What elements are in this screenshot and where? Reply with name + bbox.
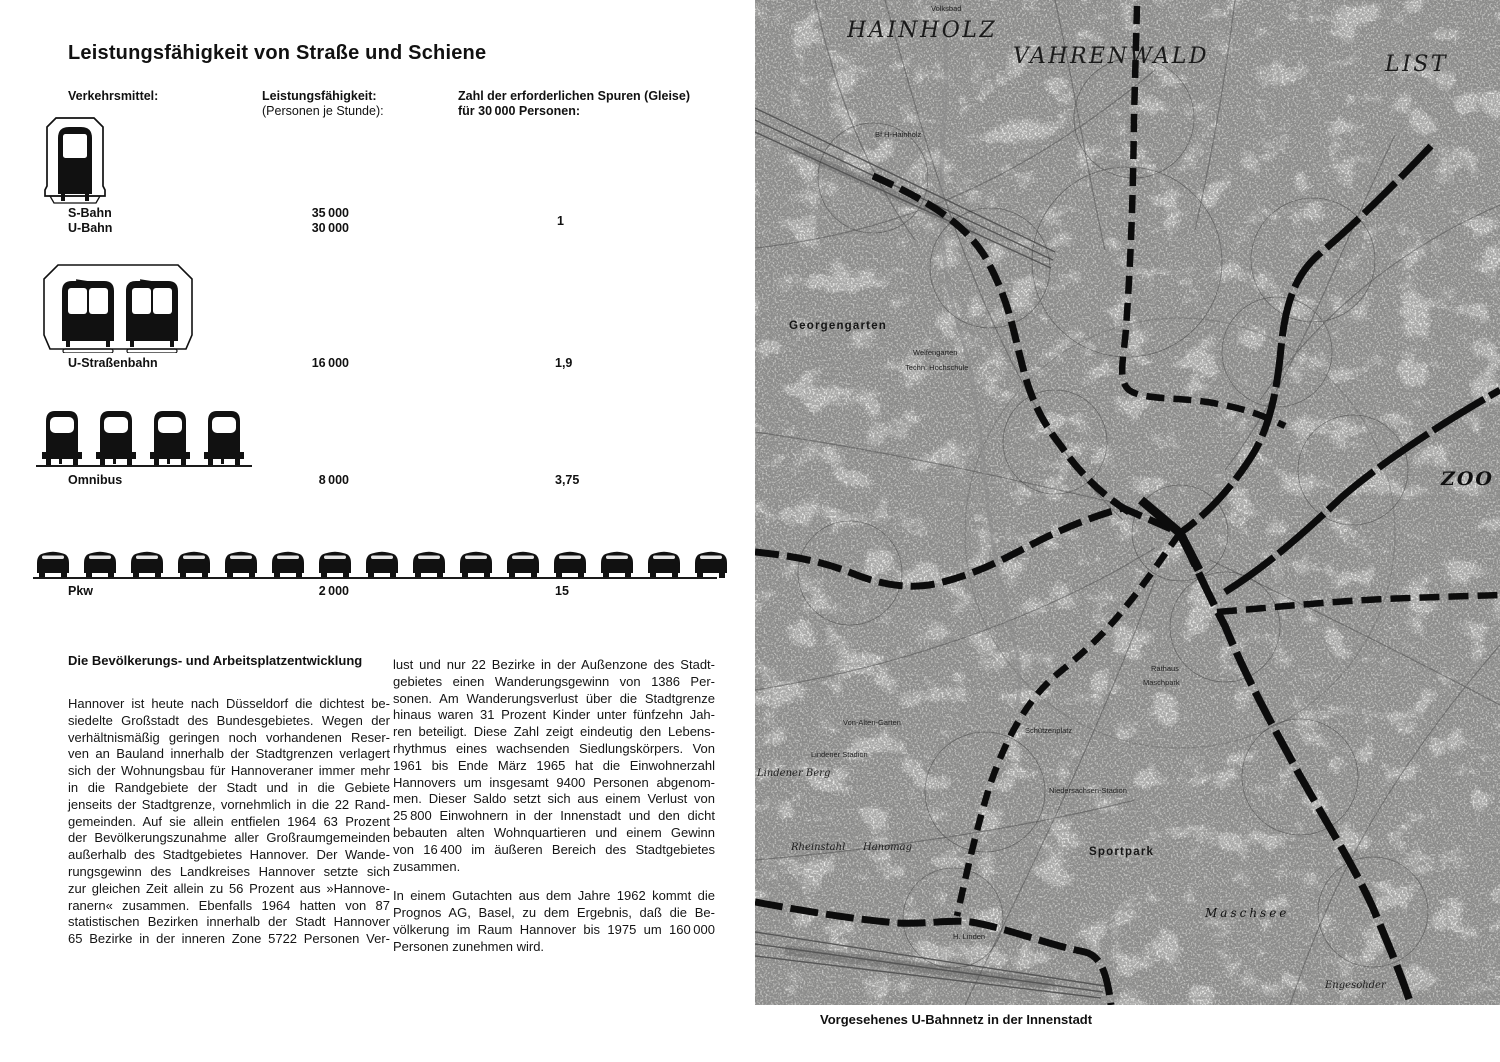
map-label: Bf H-Hainholz	[875, 130, 922, 139]
text-line: ren beteiligt. Diese Zahl zeigt eindeutig den Lebens-	[393, 724, 715, 740]
text-line: lust und nur 22 Bezirke in der Außenzone des Stadt-	[393, 657, 715, 672]
map-label: Engesohder	[1325, 980, 1386, 991]
map-label: Rathaus	[1151, 664, 1179, 673]
text-line: rhythmus eines wachsenden Siedlungskörpers. Von	[393, 740, 715, 756]
text-line: hinaus waren 31 Prozent Kinder unter fünfzehn Jah-	[393, 707, 715, 723]
pkw-car-icon	[410, 548, 449, 579]
map-label: Techn. Hochschule	[905, 363, 969, 372]
tracks-value: 1	[557, 214, 564, 228]
pkw-fleet	[34, 548, 739, 579]
tracks-value: 1,9	[555, 356, 573, 370]
text-line: 1961 bis Ende März 1965 hat die Einwohnerzahl	[393, 757, 715, 773]
map-label: Rheinstahl	[791, 842, 846, 853]
text-line: außerhalb des Stadtgebietes Hannover. Der Wande-	[68, 847, 390, 863]
map-label: Sportpark	[1089, 846, 1155, 858]
map-label: HAINHOLZ	[847, 18, 998, 43]
header-subtext: (Personen je Stunde):	[262, 103, 384, 118]
map-label: Lindener Berg	[757, 768, 831, 779]
ground-line	[36, 465, 252, 467]
paragraph	[393, 657, 715, 875]
omnibus-icon	[92, 408, 140, 466]
text-line: Hannover ist heute nach Düsseldorf die dichtest be-	[68, 696, 390, 711]
text-line: ven an Bauland innerhalb der Stadtgrenzen verlagert	[68, 746, 390, 762]
pkw-car-icon	[269, 548, 308, 579]
article-heading: Die Bevölkerungs- und Arbeitsplatzentwicklung	[68, 653, 363, 668]
row-label-strassenbahn: U-Straßenbahn	[68, 356, 158, 370]
tracks-value: 15	[555, 584, 569, 598]
article-column-1	[68, 696, 390, 948]
text-line: gemeinden. Auf sie allein entfielen 1964 63 Prozent	[68, 813, 390, 829]
map-label: LIST	[1385, 52, 1449, 77]
text-line: Hannovers um insgesamt 9400 Personen abgenom-	[393, 774, 715, 790]
capacity-values	[269, 206, 349, 236]
map-caption: Vorgesehenes U-Bahnnetz in der Innenstadt	[820, 1012, 1093, 1027]
map-label: Hanomag	[863, 842, 912, 853]
vehicle-label: S-Bahn	[68, 206, 112, 220]
column-header-spuren	[458, 89, 690, 118]
vehicle-label: U-Bahn	[68, 221, 113, 235]
text-line: der Bevölkerungszunahme aller Großraumgemeinden	[68, 830, 390, 846]
capacity-value: 2 000	[318, 584, 349, 598]
text-line: zur gleichen Zeit allein zu 56 Prozent aus »Hannove-	[68, 880, 390, 896]
map-labels	[755, 0, 1500, 1005]
text-line: Prognos AG, Basel, zu dem Ergebnis, daß die Be-	[393, 905, 715, 921]
text-line: sich der Wohnungsbau für Hannoveraner immer mehr	[68, 763, 390, 779]
u-strassenbahn-icon	[42, 263, 194, 353]
pkw-car-icon	[457, 548, 496, 579]
header-text: für 30 000 Personen:	[458, 103, 580, 118]
ground-line	[33, 577, 717, 579]
map-label: Von-Alten-Garten	[843, 718, 901, 727]
row-label-omnibus: Omnibus	[68, 473, 123, 487]
map-label: Welfengarten	[913, 348, 958, 357]
text-line: gebietes einen Wanderungsgewinn von 1386 Per-	[393, 673, 715, 689]
omnibus-icon	[146, 408, 194, 466]
text-line: Personen zunehmen wird.	[393, 938, 545, 954]
header-text: Verkehrsmittel:	[68, 89, 159, 103]
text-line: In einem Gutachten aus dem Jahre 1962 kommt die	[393, 888, 715, 904]
capacity-value: 30 000	[311, 221, 349, 235]
text-line: völkerung im Raum Hannover bis 1975 um 160 000	[393, 921, 715, 937]
text-line: in die Randgebiete der Stadt und in die Gebiete	[68, 779, 390, 795]
header-text: Zahl der erforderlichen Spuren (Gleise)	[458, 89, 691, 103]
pkw-car-icon	[363, 548, 402, 579]
capacity-value: 16 000	[311, 356, 349, 370]
omnibus-fleet	[38, 408, 254, 466]
pkw-car-icon	[504, 548, 543, 579]
row-label-sbahn-ubahn	[68, 206, 112, 236]
paragraph	[393, 888, 715, 955]
pkw-car-icon	[598, 548, 637, 579]
text-line: siedelte Großstadt des Bundesgebietes. Wegen der	[68, 712, 390, 728]
pkw-car-icon	[692, 548, 731, 579]
text-line: bebauten alten Wohnquartieren und einem Gewinn	[393, 824, 715, 840]
map-label: Schützenplatz	[1025, 726, 1073, 735]
text-line: statistischen Bezirken innerhalb der Stadt Hannover	[68, 914, 390, 930]
text-line: rungsgewinn des Landkreises Hannover setzte sich	[68, 863, 390, 879]
map-label: Niedersachsen-Stadion	[1049, 786, 1127, 795]
header-text: Leistungsfähigkeit:	[262, 89, 377, 103]
text-line: 25 800 Einwohnern in der Innenstadt und den dicht	[393, 808, 715, 824]
article-column-2	[393, 657, 715, 956]
capacity-value: 8 000	[318, 473, 349, 487]
text-line: sonen. Am Wanderungsverlust über die Stadtgrenze	[393, 690, 715, 706]
text-line: jenseits der Stadtgrenze, vornehmlich in die 22 Rand-	[68, 796, 390, 812]
map-label: H. Linden	[953, 932, 986, 941]
pkw-car-icon	[645, 548, 684, 579]
map-label: ZOO	[1441, 468, 1494, 490]
text-line: men. Dieser Saldo setzt sich aus einem Verlust von	[393, 791, 715, 807]
capacity-value: 35 000	[311, 206, 349, 220]
page-title: Leistungsfähigkeit von Straße und Schiene	[68, 42, 487, 64]
map-label: VAHRENWALD	[1013, 44, 1209, 69]
omnibus-icon	[38, 408, 86, 466]
map-label: Lindener Stadion	[811, 750, 868, 759]
pkw-car-icon	[34, 548, 73, 579]
text-line: verhältnismäßig geringen noch vorhandenen Reser-	[68, 729, 390, 745]
city-map-figure	[755, 0, 1500, 1005]
map-label: Maschsee	[1205, 906, 1290, 920]
s-bahn-train-icon	[44, 116, 106, 206]
pkw-car-icon	[551, 548, 590, 579]
pkw-car-icon	[128, 548, 167, 579]
pkw-car-icon	[222, 548, 261, 579]
text-line: 65 Bezirke in der inneren Zone 5722 Personen Ver-	[68, 931, 390, 947]
omnibus-icon	[200, 408, 248, 466]
text-line: von 16 400 im äußeren Bereich des Stadtgebietes	[393, 841, 715, 857]
text-line: zusammen.	[393, 858, 461, 874]
column-header-verkehrsmittel	[68, 89, 158, 104]
tracks-value: 3,75	[555, 473, 580, 487]
column-header-leistungsfaehigkeit	[262, 89, 384, 118]
map-label: Georgengarten	[789, 320, 888, 332]
pkw-car-icon	[81, 548, 120, 579]
paragraph	[68, 696, 390, 948]
map-label: Maschpark	[1143, 678, 1180, 687]
pkw-car-icon	[175, 548, 214, 579]
pkw-car-icon	[316, 548, 355, 579]
text-line: ranern« zusammen. Ebenfalls 1964 hatten von 87	[68, 897, 390, 913]
map-label: Volksbad	[931, 4, 962, 13]
row-label-pkw: Pkw	[68, 584, 94, 598]
